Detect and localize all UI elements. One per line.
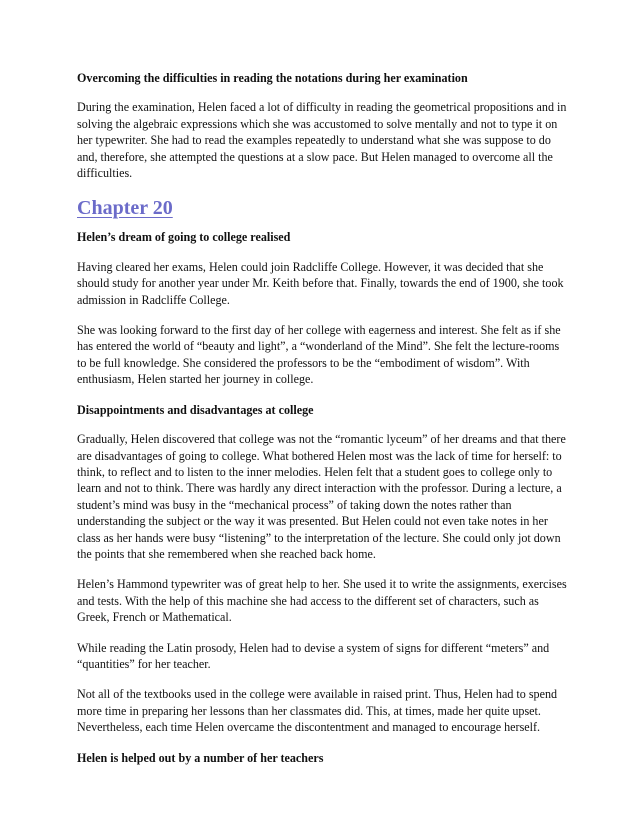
- paragraph-textbooks: Not all of the textbooks used in the college were available in raised print. Thus, Helen had to spend more time in preparing her lessons than her classmates did. This, at times, made her quite upset. Nevertheless, each time Helen overcame the discontentment and managed to encourage herself.: [77, 687, 558, 735]
- section-heading-college-dream: Helen’s dream of going to college realised: [77, 230, 291, 245]
- section-heading-examination: Overcoming the difficulties in reading the notations during her examination: [77, 71, 468, 85]
- document-page: [77, 70, 567, 779]
- paragraph-radcliffe-admission: Having cleared her exams, Helen could join Radcliffe College. However, it was decided that she should study for another year under Mr. Keith before that. Finally, towards the end of 1900, she took admission in Radcliffe College.: [77, 259, 564, 307]
- paragraph-first-day: She was looking forward to the first day of her college with eagerness and interest. She felt as if she has entered the world of “beauty and light”, a “wonderland of the Mind”. She felt the lecture-rooms to be full knowledge. She considered the professors to be the “embodiment of wisdom”. With enthusiasm, Helen started her journey in college.: [77, 323, 561, 387]
- paragraph-examination: During the examination, Helen faced a lot of difficulty in reading the geometrical propositions and in solving the algebraic expressions which she was accustomed to solve mentally and not to type it on her typewriter. She had to read the examples repeatedly to understand what she was suppose to do and, therefore, she attempted the questions at a slow pace. But Helen managed to overcome all the difficulties.: [77, 100, 567, 181]
- paragraph-lack-of-time: Gradually, Helen discovered that college was not the “romantic lyceum” of her dreams and that there are disadvantages of going to college. What bothered Helen most was the lack of time for herself: to think, to reflect and to listen to the inner melodies. Helen felt that a student goes to college only to learn and not to think. There was hardly any direct interaction with the professor. During a lecture, a student’s mind was busy in the “mechanical process” of taking down the notes rather than understanding the subject or the way it was presented. But Helen could not even take notes in her class as her hands were busy “listening” to the interpretation of the lecture. She could only jot down the points that she remembered when she reached back home.: [77, 432, 566, 561]
- chapter-title: Chapter 20: [77, 197, 173, 220]
- paragraph-typewriter: Helen’s Hammond typewriter was of great help to her. She used it to write the assignments, exercises and tests. With the help of this machine she had access to the different set of characters, such as Greek, French or Mathematical.: [77, 577, 567, 625]
- section-heading-teachers: Helen is helped out by a number of her teachers: [77, 750, 324, 765]
- paragraph-latin-prosody: While reading the Latin prosody, Helen had to devise a system of signs for different “meters” and “quantities” for her teacher.: [77, 640, 550, 671]
- section-heading-disappointments: Disappointments and disadvantages at college: [77, 402, 314, 417]
